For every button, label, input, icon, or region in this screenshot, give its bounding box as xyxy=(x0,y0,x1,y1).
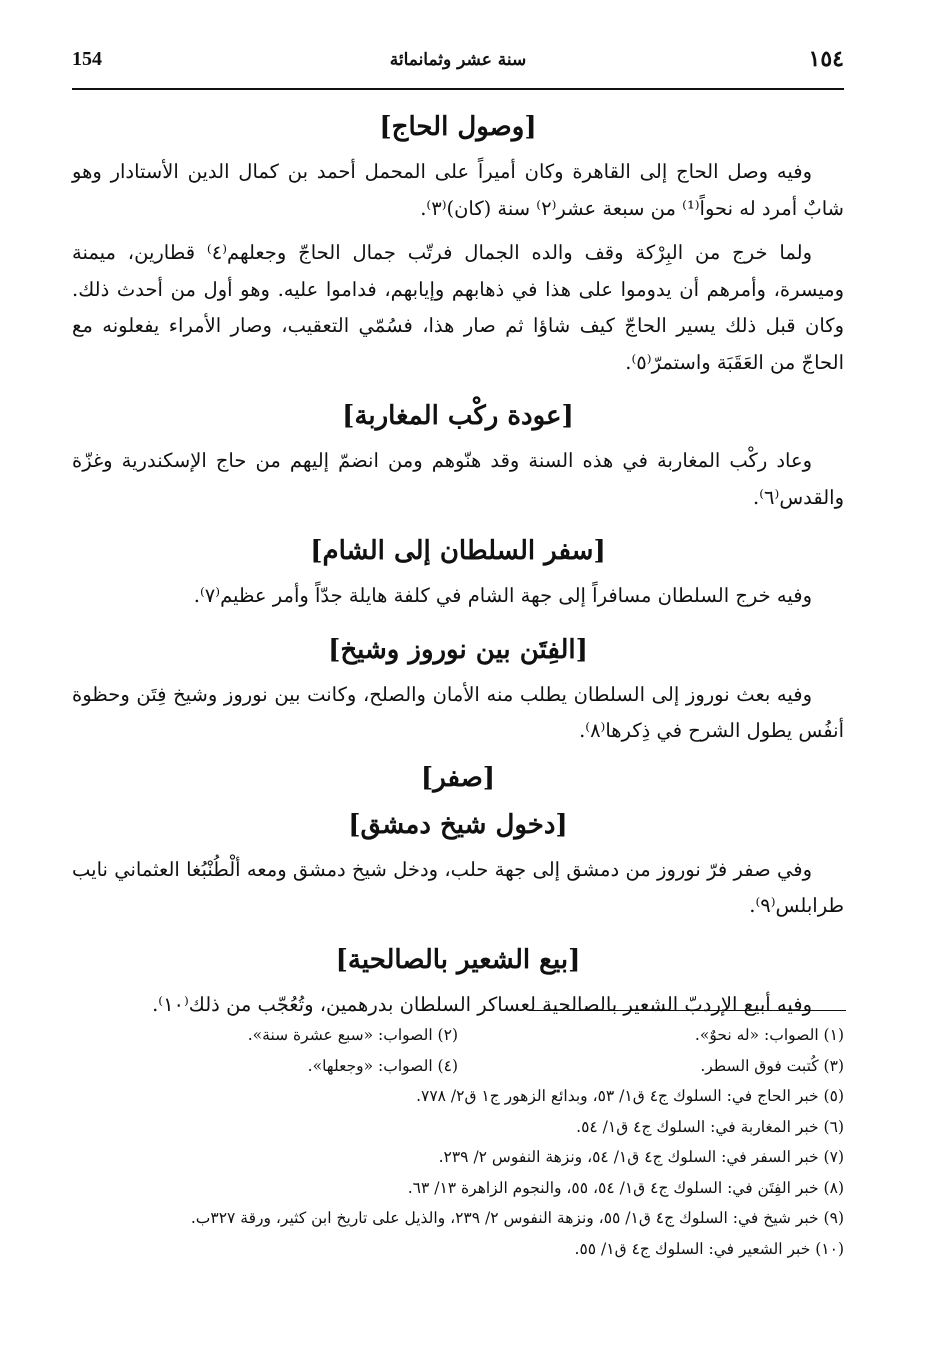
section-heading: [الفِتَن بين نوروز وشيخ] xyxy=(328,634,588,665)
footnote-row xyxy=(72,1051,844,1082)
footnote: (٥) خبر الحاج في: السلوك ج٤ ق١/ ٥٣، وبدائع الزهور ج١ ق٢/ ٧٧٨. xyxy=(416,1087,844,1105)
footnote-row xyxy=(72,1142,844,1173)
footnote: (٢) الصواب: «سبع عشرة سنة». xyxy=(247,1026,458,1044)
section-heading: [دخول شيخ دمشق] xyxy=(348,809,568,840)
paragraph: وعاد ركْب المغاربة في هذه السنة وقد هنّوهم ومن انضمّ إليهم من حاج الإسكندرية وغزّة والقدس⁽٦⁾. xyxy=(72,449,844,509)
footnote: (٣) كُتبت فوق السطر. xyxy=(700,1056,844,1075)
footnote-row xyxy=(72,1112,844,1143)
footnote-row xyxy=(72,1020,844,1051)
footnote: (٦) خبر المغاربة في: السلوك ج٤ ق١/ ٥٤. xyxy=(576,1117,844,1136)
footnote-separator xyxy=(530,1010,846,1011)
paragraph: وفيه خرج السلطان مسافراً إلى جهة الشام في كلفة هايلة جدّاً وأمر عظيم⁽٧⁾. xyxy=(193,584,812,607)
page-number-latin: 154 xyxy=(72,48,102,70)
running-title: سنة عشر وثمانمائة xyxy=(389,50,527,70)
section-heading: [سفر السلطان إلى الشام] xyxy=(310,536,606,566)
footnote: (٨) خبر الفِتَن في: السلوك ج٤ ق١/ ٥٤، ٥٥، والنجوم الزاهرة ١٣/ ٦٣. xyxy=(407,1178,844,1197)
paragraph: وفيه بعث نوروز إلى السلطان يطلب منه الأمان والصلح، وكانت بين نوروز وشيخ فِتَن وحظوة أنفُس يطول الشرح في ذِكرها⁽٨⁾. xyxy=(72,682,844,742)
main-text xyxy=(72,100,844,1031)
footnote-row xyxy=(72,1173,844,1204)
footnote-row xyxy=(72,1234,844,1265)
footnote: (٧) خبر السفر في: السلوك ج٤ ق١/ ٥٤، ونزهة النفوس ٢/ ٢٣٩. xyxy=(438,1148,844,1166)
paragraph: وفيه وصل الحاج إلى القاهرة وكان أميراً على المحمل أحمد بن كمال الدين الأستادار وهو شابٌ أمرد له نحواً⁽¹⁾ من سبعة عشر⁽٢⁾ سنة (كان)⁽٣⁾. xyxy=(72,160,844,220)
paragraph: وفيه أبيع الإردبّ الشعير بالصالحية لعساكر السلطان بدرهمين، وتُعُجّب من ذلك⁽١٠⁾. xyxy=(152,992,812,1016)
footnote: (١) الصواب: «له نحوٌ». xyxy=(694,1026,844,1044)
page-number-arabic: ١٥٤ xyxy=(808,46,844,72)
paragraph: ولما خرج من البِرْكة وقف والده الجمال فرتّب جمال الحاجّ وجعلهم⁽٤⁾ قطارين، ميمنة وميسرة، وأمرهم أن يدوموا على هذا في ذهابهم وإيابهم، فداموا عليه. وهو أول من أحدث ذلك. وكان قبل ذلك يسير الحاجّ كيف شاؤا ثم صار هذا، فسُمّي التعقيب، وصار الأمراء يفعلونه مع الحاجّ من العَقَبَة واستمرّ⁽٥⁾. xyxy=(72,241,844,374)
footnotes xyxy=(72,1020,844,1264)
footnote: (١٠) خبر الشعير في: السلوك ج٤ ق١/ ٥٥. xyxy=(574,1239,844,1258)
footnote: (٤) الصواب: «وجعلها». xyxy=(307,1056,458,1075)
section-heading: [بيع الشعير بالصالحية] xyxy=(335,944,581,975)
footnote-row xyxy=(72,1081,844,1112)
section-heading: [وصول الحاج] xyxy=(379,112,537,142)
paragraph: وفي صفر فرّ نوروز من دمشق إلى جهة حلب، ودخل شيخ دمشق ومعه ألْطُنْبُغا العثماني نايب طرابلس⁽٩⁾. xyxy=(72,857,844,917)
section-heading: [عودة ركْب المغاربة] xyxy=(342,401,574,431)
page-header xyxy=(72,44,844,90)
month-heading: [صفر] xyxy=(420,762,496,793)
footnote-row xyxy=(72,1203,844,1234)
footnote: (٩) خبر شيخ في: السلوك ج٤ ق١/ ٥٥، ونزهة النفوس ٢/ ٢٣٩، والذيل على تاريخ ابن كثير، ورقة ٣٢٧ب. xyxy=(190,1209,844,1227)
